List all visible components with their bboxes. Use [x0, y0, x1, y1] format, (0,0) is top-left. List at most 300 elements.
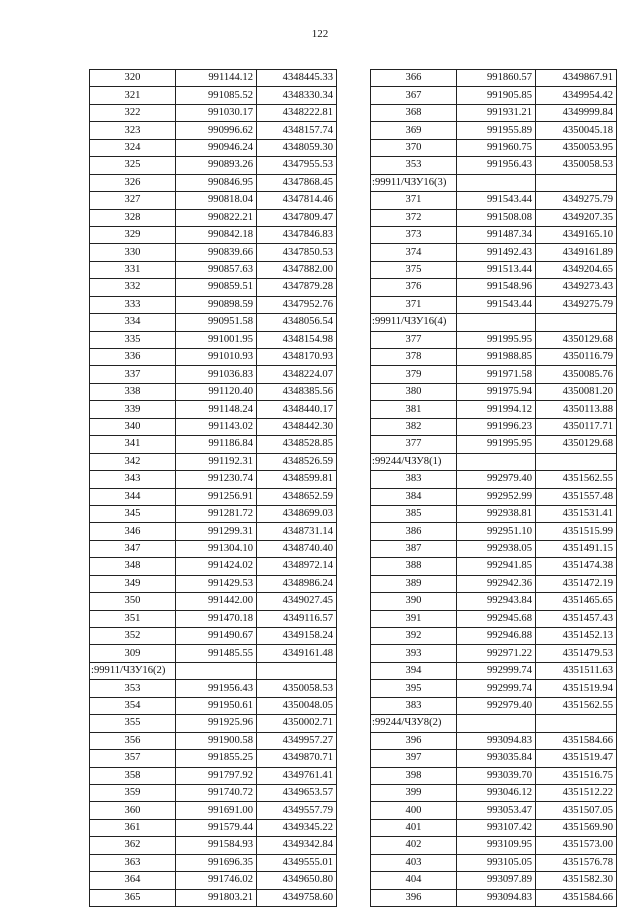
table-row [90, 471, 337, 488]
point-number-cell: 336 [90, 349, 176, 366]
table-row [371, 296, 617, 313]
empty-cell [536, 314, 617, 331]
table-row [371, 139, 617, 156]
empty-cell [457, 174, 536, 191]
x-coordinate-cell: 991746.02 [176, 872, 257, 889]
x-coordinate-cell: 991001.95 [176, 331, 257, 348]
table-row [90, 593, 337, 610]
table-row [371, 70, 617, 87]
table-row [371, 680, 617, 697]
y-coordinate-cell: 4348528.85 [257, 436, 337, 453]
point-number-cell: 329 [90, 226, 176, 243]
y-coordinate-cell: 4351584.66 [536, 889, 617, 906]
y-coordinate-cell: 4350081.20 [536, 383, 617, 400]
x-coordinate-cell: 991960.75 [457, 139, 536, 156]
point-number-cell: 364 [90, 872, 176, 889]
x-coordinate-cell: 990951.58 [176, 314, 257, 331]
table-row [371, 122, 617, 139]
point-number-cell: 373 [371, 226, 457, 243]
table-row [90, 610, 337, 627]
table-row [90, 331, 337, 348]
table-row [90, 453, 337, 470]
x-coordinate-cell: 992979.40 [457, 471, 536, 488]
point-number-cell: 400 [371, 802, 457, 819]
table-row [371, 610, 617, 627]
point-number-cell: 338 [90, 383, 176, 400]
point-number-cell: 389 [371, 575, 457, 592]
x-coordinate-cell: 992938.05 [457, 540, 536, 557]
table-row [371, 226, 617, 243]
point-number-cell: 402 [371, 837, 457, 854]
point-number-cell: 395 [371, 680, 457, 697]
point-number-cell: 382 [371, 418, 457, 435]
y-coordinate-cell: 4350085.76 [536, 366, 617, 383]
x-coordinate-cell: 992943.84 [457, 593, 536, 610]
y-coordinate-cell: 4351507.05 [536, 802, 617, 819]
point-number-cell: 376 [371, 279, 457, 296]
y-coordinate-cell: 4347868.45 [257, 174, 337, 191]
point-number-cell: 341 [90, 436, 176, 453]
x-coordinate-cell: 992979.40 [457, 697, 536, 714]
x-coordinate-cell: 991994.12 [457, 401, 536, 418]
x-coordinate-cell: 991956.43 [176, 680, 257, 697]
x-coordinate-cell: 991492.43 [457, 244, 536, 261]
x-coordinate-cell: 991855.25 [176, 750, 257, 767]
x-coordinate-cell: 991579.44 [176, 819, 257, 836]
group-header-row [90, 662, 337, 679]
table-row [90, 819, 337, 836]
x-coordinate-cell: 990859.51 [176, 279, 257, 296]
y-coordinate-cell: 4348699.03 [257, 505, 337, 522]
group-label: :99244/ЧЗУ8(1) [371, 453, 457, 470]
y-coordinate-cell: 4348445.33 [257, 70, 337, 87]
table-row [90, 366, 337, 383]
x-coordinate-cell: 991543.44 [457, 296, 536, 313]
point-number-cell: 394 [371, 662, 457, 679]
x-coordinate-cell: 991490.67 [176, 628, 257, 645]
y-coordinate-cell: 4350053.95 [536, 139, 617, 156]
point-number-cell: 350 [90, 593, 176, 610]
x-coordinate-cell: 991548.96 [457, 279, 536, 296]
y-coordinate-cell: 4349275.79 [536, 192, 617, 209]
x-coordinate-cell: 991304.10 [176, 540, 257, 557]
table-row [371, 662, 617, 679]
y-coordinate-cell: 4348385.56 [257, 383, 337, 400]
x-coordinate-cell: 991905.85 [457, 87, 536, 104]
point-number-cell: 309 [90, 645, 176, 662]
table-row [371, 889, 617, 906]
x-coordinate-cell: 991956.43 [457, 157, 536, 174]
y-coordinate-cell: 4348059.30 [257, 139, 337, 156]
y-coordinate-cell: 4349273.43 [536, 279, 617, 296]
point-number-cell: 330 [90, 244, 176, 261]
x-coordinate-cell: 990946.24 [176, 139, 257, 156]
empty-cell [457, 453, 536, 470]
y-coordinate-cell: 4350129.68 [536, 436, 617, 453]
x-coordinate-cell: 992942.36 [457, 575, 536, 592]
x-coordinate-cell: 992971.22 [457, 645, 536, 662]
table-row [371, 331, 617, 348]
table-row [90, 854, 337, 871]
point-number-cell: 396 [371, 732, 457, 749]
group-label: :99911/ЧЗУ16(2) [90, 662, 176, 679]
table-row [90, 575, 337, 592]
x-coordinate-cell: 991950.61 [176, 697, 257, 714]
y-coordinate-cell: 4349555.01 [257, 854, 337, 871]
point-number-cell: 343 [90, 471, 176, 488]
y-coordinate-cell: 4347952.76 [257, 296, 337, 313]
point-number-cell: 366 [371, 70, 457, 87]
x-coordinate-cell: 990893.26 [176, 157, 257, 174]
point-number-cell: 322 [90, 104, 176, 121]
x-coordinate-cell: 991186.84 [176, 436, 257, 453]
table-row [371, 366, 617, 383]
table-row [90, 244, 337, 261]
table-row [90, 436, 337, 453]
point-number-cell: 379 [371, 366, 457, 383]
x-coordinate-cell: 991513.44 [457, 261, 536, 278]
point-number-cell: 363 [90, 854, 176, 871]
x-coordinate-cell: 990822.21 [176, 209, 257, 226]
point-number-cell: 393 [371, 645, 457, 662]
point-number-cell: 380 [371, 383, 457, 400]
y-coordinate-cell: 4351582.30 [536, 872, 617, 889]
table-row [371, 349, 617, 366]
x-coordinate-cell: 991797.92 [176, 767, 257, 784]
point-number-cell: 356 [90, 732, 176, 749]
empty-cell [257, 662, 337, 679]
y-coordinate-cell: 4348330.34 [257, 87, 337, 104]
x-coordinate-cell: 991429.53 [176, 575, 257, 592]
y-coordinate-cell: 4349204.65 [536, 261, 617, 278]
table-row [90, 261, 337, 278]
point-number-cell: 360 [90, 802, 176, 819]
table-row [90, 784, 337, 801]
x-coordinate-cell: 991955.89 [457, 122, 536, 139]
table-row [371, 471, 617, 488]
group-header-row [371, 453, 617, 470]
y-coordinate-cell: 4351457.43 [536, 610, 617, 627]
group-label: :99244/ЧЗУ8(2) [371, 715, 457, 732]
table-row [371, 593, 617, 610]
y-coordinate-cell: 4349161.89 [536, 244, 617, 261]
x-coordinate-cell: 991995.95 [457, 436, 536, 453]
point-number-cell: 353 [90, 680, 176, 697]
y-coordinate-cell: 4351562.55 [536, 697, 617, 714]
y-coordinate-cell: 4347809.47 [257, 209, 337, 226]
table-row [371, 645, 617, 662]
y-coordinate-cell: 4351472.19 [536, 575, 617, 592]
table-row [90, 192, 337, 209]
x-coordinate-cell: 991584.93 [176, 837, 257, 854]
x-coordinate-cell: 991696.35 [176, 854, 257, 871]
y-coordinate-cell: 4347955.53 [257, 157, 337, 174]
y-coordinate-cell: 4351465.65 [536, 593, 617, 610]
table-row [371, 279, 617, 296]
group-header-row [371, 715, 617, 732]
point-number-cell: 328 [90, 209, 176, 226]
x-coordinate-cell: 992999.74 [457, 680, 536, 697]
y-coordinate-cell: 4351511.63 [536, 662, 617, 679]
x-coordinate-cell: 991281.72 [176, 505, 257, 522]
point-number-cell: 398 [371, 767, 457, 784]
point-number-cell: 357 [90, 750, 176, 767]
y-coordinate-cell: 4351519.94 [536, 680, 617, 697]
y-coordinate-cell: 4348652.59 [257, 488, 337, 505]
point-number-cell: 378 [371, 349, 457, 366]
x-coordinate-cell: 990818.04 [176, 192, 257, 209]
y-coordinate-cell: 4351491.15 [536, 540, 617, 557]
table-row [90, 802, 337, 819]
point-number-cell: 372 [371, 209, 457, 226]
table-row [90, 401, 337, 418]
y-coordinate-cell: 4351569.90 [536, 819, 617, 836]
table-row [371, 383, 617, 400]
empty-cell [536, 174, 617, 191]
x-coordinate-cell: 991143.02 [176, 418, 257, 435]
y-coordinate-cell: 4349158.24 [257, 628, 337, 645]
point-number-cell: 358 [90, 767, 176, 784]
x-coordinate-cell: 993094.83 [457, 889, 536, 906]
point-number-cell: 388 [371, 558, 457, 575]
table-row [90, 279, 337, 296]
table-row [371, 575, 617, 592]
point-number-cell: 340 [90, 418, 176, 435]
point-number-cell: 354 [90, 697, 176, 714]
table-row [371, 244, 617, 261]
x-coordinate-cell: 993107.42 [457, 819, 536, 836]
point-number-cell: 342 [90, 453, 176, 470]
y-coordinate-cell: 4349957.27 [257, 732, 337, 749]
table-row [90, 523, 337, 540]
table-row [371, 872, 617, 889]
point-number-cell: 326 [90, 174, 176, 191]
y-coordinate-cell: 4347882.00 [257, 261, 337, 278]
group-label: :99911/ЧЗУ16(4) [371, 314, 457, 331]
point-number-cell: 337 [90, 366, 176, 383]
table-row [90, 715, 337, 732]
point-number-cell: 392 [371, 628, 457, 645]
table-row [371, 209, 617, 226]
x-coordinate-cell: 991424.02 [176, 558, 257, 575]
point-number-cell: 386 [371, 523, 457, 540]
point-number-cell: 362 [90, 837, 176, 854]
x-coordinate-cell: 992938.81 [457, 505, 536, 522]
table-row [90, 488, 337, 505]
table-row [371, 418, 617, 435]
table-row [90, 157, 337, 174]
y-coordinate-cell: 4348599.81 [257, 471, 337, 488]
x-coordinate-cell: 993105.05 [457, 854, 536, 871]
y-coordinate-cell: 4351474.38 [536, 558, 617, 575]
y-coordinate-cell: 4351531.41 [536, 505, 617, 522]
point-number-cell: 371 [371, 192, 457, 209]
table-row [371, 819, 617, 836]
table-row [371, 837, 617, 854]
table-row [90, 139, 337, 156]
y-coordinate-cell: 4348972.14 [257, 558, 337, 575]
point-number-cell: 349 [90, 575, 176, 592]
table-row [90, 889, 337, 906]
table-row [371, 540, 617, 557]
y-coordinate-cell: 4348056.54 [257, 314, 337, 331]
x-coordinate-cell: 990898.59 [176, 296, 257, 313]
y-coordinate-cell: 4349207.35 [536, 209, 617, 226]
x-coordinate-cell: 991543.44 [457, 192, 536, 209]
table-row [90, 628, 337, 645]
table-row [371, 628, 617, 645]
point-number-cell: 335 [90, 331, 176, 348]
x-coordinate-cell: 991487.34 [457, 226, 536, 243]
point-number-cell: 367 [371, 87, 457, 104]
point-number-cell: 396 [371, 889, 457, 906]
y-coordinate-cell: 4351515.99 [536, 523, 617, 540]
x-coordinate-cell: 992999.74 [457, 662, 536, 679]
table-row [90, 122, 337, 139]
table-row [90, 505, 337, 522]
point-number-cell: 384 [371, 488, 457, 505]
y-coordinate-cell: 4349116.57 [257, 610, 337, 627]
x-coordinate-cell: 993094.83 [457, 732, 536, 749]
point-number-cell: 323 [90, 122, 176, 139]
group-label: :99911/ЧЗУ16(3) [371, 174, 457, 191]
table-row [371, 767, 617, 784]
point-number-cell: 333 [90, 296, 176, 313]
table-row [90, 314, 337, 331]
point-number-cell: 334 [90, 314, 176, 331]
point-number-cell: 369 [371, 122, 457, 139]
x-coordinate-cell: 991925.96 [176, 715, 257, 732]
point-number-cell: 381 [371, 401, 457, 418]
point-number-cell: 374 [371, 244, 457, 261]
y-coordinate-cell: 4348442.30 [257, 418, 337, 435]
x-coordinate-cell: 991988.85 [457, 349, 536, 366]
x-coordinate-cell: 992952.99 [457, 488, 536, 505]
x-coordinate-cell: 991230.74 [176, 471, 257, 488]
x-coordinate-cell: 993039.70 [457, 767, 536, 784]
y-coordinate-cell: 4349161.48 [257, 645, 337, 662]
y-coordinate-cell: 4351576.78 [536, 854, 617, 871]
table-row [90, 226, 337, 243]
y-coordinate-cell: 4349345.22 [257, 819, 337, 836]
y-coordinate-cell: 4349557.79 [257, 802, 337, 819]
point-number-cell: 351 [90, 610, 176, 627]
y-coordinate-cell: 4348154.98 [257, 331, 337, 348]
x-coordinate-cell: 991996.23 [457, 418, 536, 435]
y-coordinate-cell: 4349027.45 [257, 593, 337, 610]
x-coordinate-cell: 991036.83 [176, 366, 257, 383]
point-number-cell: 371 [371, 296, 457, 313]
table-row [371, 104, 617, 121]
y-coordinate-cell: 4350048.05 [257, 697, 337, 714]
x-coordinate-cell: 992941.85 [457, 558, 536, 575]
table-row [90, 209, 337, 226]
point-number-cell: 346 [90, 523, 176, 540]
x-coordinate-cell: 991803.21 [176, 889, 257, 906]
y-coordinate-cell: 4351519.47 [536, 750, 617, 767]
point-number-cell: 359 [90, 784, 176, 801]
table-row [371, 157, 617, 174]
point-number-cell: 320 [90, 70, 176, 87]
point-number-cell: 324 [90, 139, 176, 156]
point-number-cell: 345 [90, 505, 176, 522]
y-coordinate-cell: 4348731.14 [257, 523, 337, 540]
point-number-cell: 375 [371, 261, 457, 278]
y-coordinate-cell: 4349867.91 [536, 70, 617, 87]
y-coordinate-cell: 4348440.17 [257, 401, 337, 418]
y-coordinate-cell: 4351557.48 [536, 488, 617, 505]
group-header-row [371, 174, 617, 191]
y-coordinate-cell: 4347814.46 [257, 192, 337, 209]
x-coordinate-cell: 991485.55 [176, 645, 257, 662]
table-row [371, 732, 617, 749]
table-row [371, 488, 617, 505]
empty-cell [536, 453, 617, 470]
point-number-cell: 370 [371, 139, 457, 156]
point-number-cell: 387 [371, 540, 457, 557]
y-coordinate-cell: 4351479.53 [536, 645, 617, 662]
table-row [90, 540, 337, 557]
x-coordinate-cell: 991470.18 [176, 610, 257, 627]
y-coordinate-cell: 4348157.74 [257, 122, 337, 139]
y-coordinate-cell: 4348224.07 [257, 366, 337, 383]
x-coordinate-cell: 991971.58 [457, 366, 536, 383]
point-number-cell: 391 [371, 610, 457, 627]
x-coordinate-cell: 991030.17 [176, 104, 257, 121]
point-number-cell: 361 [90, 819, 176, 836]
table-row [90, 296, 337, 313]
y-coordinate-cell: 4351516.75 [536, 767, 617, 784]
y-coordinate-cell: 4349650.80 [257, 872, 337, 889]
table-row [371, 784, 617, 801]
point-number-cell: 327 [90, 192, 176, 209]
x-coordinate-cell: 993046.12 [457, 784, 536, 801]
point-number-cell: 368 [371, 104, 457, 121]
point-number-cell: 339 [90, 401, 176, 418]
table-row [90, 174, 337, 191]
x-coordinate-cell: 991975.94 [457, 383, 536, 400]
coordinates-table-right [370, 69, 617, 907]
y-coordinate-cell: 4350113.88 [536, 401, 617, 418]
y-coordinate-cell: 4351562.55 [536, 471, 617, 488]
point-number-cell: 377 [371, 436, 457, 453]
y-coordinate-cell: 4350058.53 [257, 680, 337, 697]
point-number-cell: 365 [90, 889, 176, 906]
table-row [371, 750, 617, 767]
empty-cell [457, 715, 536, 732]
x-coordinate-cell: 993035.84 [457, 750, 536, 767]
x-coordinate-cell: 991144.12 [176, 70, 257, 87]
y-coordinate-cell: 4349653.57 [257, 784, 337, 801]
y-coordinate-cell: 4350002.71 [257, 715, 337, 732]
x-coordinate-cell: 990839.66 [176, 244, 257, 261]
x-coordinate-cell: 991740.72 [176, 784, 257, 801]
empty-cell [457, 314, 536, 331]
x-coordinate-cell: 990846.95 [176, 174, 257, 191]
point-number-cell: 377 [371, 331, 457, 348]
point-number-cell: 390 [371, 593, 457, 610]
x-coordinate-cell: 991508.08 [457, 209, 536, 226]
table-row [90, 87, 337, 104]
y-coordinate-cell: 4351452.13 [536, 628, 617, 645]
y-coordinate-cell: 4347846.83 [257, 226, 337, 243]
point-number-cell: 383 [371, 471, 457, 488]
table-row [371, 192, 617, 209]
y-coordinate-cell: 4350045.18 [536, 122, 617, 139]
table-row [90, 732, 337, 749]
x-coordinate-cell: 991148.24 [176, 401, 257, 418]
y-coordinate-cell: 4349999.84 [536, 104, 617, 121]
